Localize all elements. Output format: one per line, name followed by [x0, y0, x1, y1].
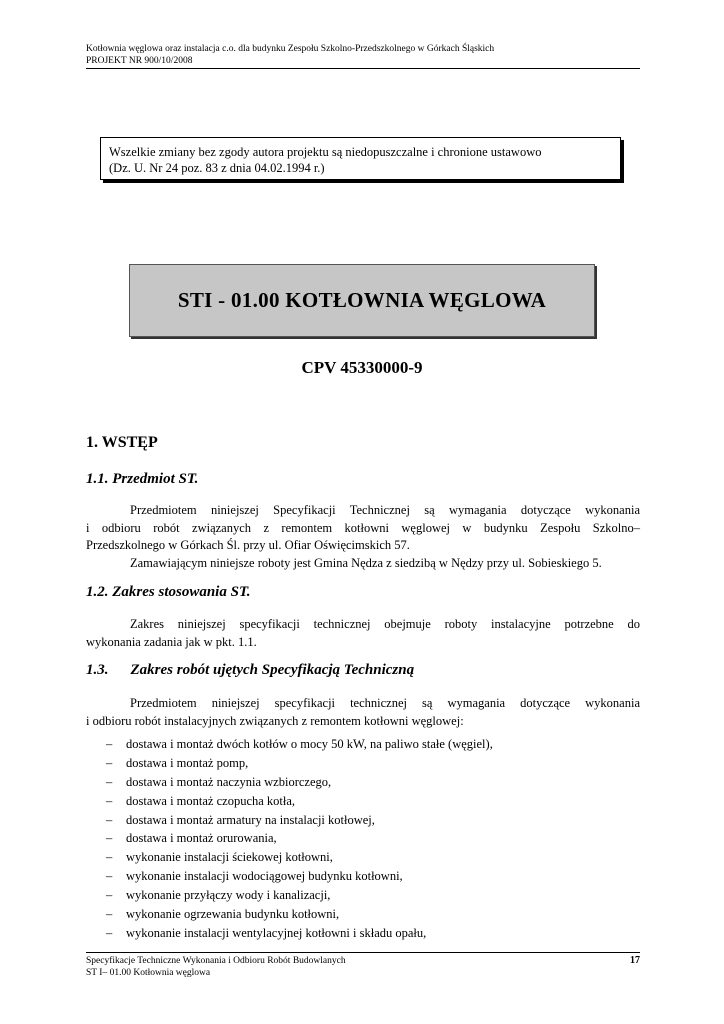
- list-item: – wykonanie przyłączy wody i kanalizacji,: [106, 886, 640, 905]
- dash-bullet: –: [106, 907, 113, 922]
- section-1-3-paragraph: [86, 695, 640, 730]
- section-1-2-paragraph: [86, 616, 640, 651]
- section-1-2-heading: 1.2. Zakres stosowania ST.: [86, 584, 251, 600]
- dash-bullet: –: [106, 755, 113, 770]
- para-line: Przedszkolnego w Górkach Śl. przy ul. Ofiar Oświęcimskich 57.: [86, 538, 410, 552]
- document-title-box: [129, 264, 595, 337]
- scope-list: [106, 735, 640, 943]
- cpv-code: CPV 45330000-9: [301, 358, 423, 377]
- para-line: wykonania zadania jak w pkt. 1.1.: [86, 634, 257, 649]
- list-item: – dostawa i montaż czopucha kotła,: [106, 792, 640, 811]
- para-line: Zakres niniejszej specyfikacji technicznej obejmuje roboty instalacyjne potrzebne do: [130, 617, 640, 631]
- notice-line-1: Wszelkie zmiany bez zgody autora projektu są niedopuszczalne i chronione ustawowo: [109, 145, 542, 159]
- list-item: – wykonanie instalacji ściekowej kotłowni,: [106, 848, 640, 867]
- dash-bullet: –: [106, 793, 113, 808]
- page-footer: [86, 955, 640, 979]
- footer-line-2: ST I– 01.00 Kotłownia węglowa: [86, 968, 211, 978]
- header-project-title: Kotłownia węglowa oraz instalacja c.o. dla budynku Zespołu Szkolno-Przedszkolnego w Górkach Śląskich: [86, 44, 495, 54]
- dash-bullet: –: [106, 812, 113, 827]
- dash-bullet: –: [106, 925, 113, 940]
- list-item: – dostawa i montaż pomp,: [106, 754, 640, 773]
- para-line: i odbioru robót instalacyjnych związanych z remontem kotłowni węglowej:: [86, 713, 464, 728]
- list-item: – dostawa i montaż dwóch kotłów o mocy 50 kW, na paliwo stałe (węgiel),: [106, 735, 640, 754]
- document-title: STI - 01.00 KOTŁOWNIA WĘGLOWA: [177, 288, 547, 312]
- list-item: – wykonanie instalacji wodociągowej budynku kotłowni,: [106, 867, 640, 886]
- para-line: Zamawiającym niniejsze roboty jest Gmina Nędza z siedzibą w Nędzy przy ul. Sobieskiego 5.: [130, 555, 602, 570]
- page-number: 17: [630, 955, 640, 966]
- dash-bullet: –: [106, 737, 113, 751]
- list-item: – wykonanie instalacji wentylacyjnej kotłowni i składu opału,: [106, 924, 640, 943]
- list-item: – dostawa i montaż orurowania,: [106, 829, 640, 848]
- section-1-heading: 1. WSTĘP: [86, 434, 158, 451]
- page-header: [86, 43, 640, 67]
- section-1-3-number: 1.3.: [86, 662, 109, 678]
- para-line: i odbioru robót związanych z remontem kotłowni węglowej w budynku Zespołu Szkolno–: [86, 520, 640, 535]
- header-divider: [86, 68, 640, 69]
- notice-line-2: (Dz. U. Nr 24 poz. 83 z dnia 04.02.1994 r.): [109, 161, 325, 175]
- dash-bullet: –: [106, 888, 113, 903]
- footer-line-1: Specyfikacje Techniczne Wykonania i Odbioru Robót Budowlanych: [86, 956, 346, 966]
- footer-divider: [86, 952, 640, 953]
- section-1-1-paragraph: [86, 502, 640, 572]
- dash-bullet: –: [106, 831, 113, 846]
- dash-bullet: –: [106, 774, 113, 789]
- dash-bullet: –: [106, 869, 113, 884]
- header-project-number: PROJEKT NR 900/10/2008: [86, 56, 193, 66]
- section-1-3-title: Zakres robót ujętych Specyfikacją Techniczną: [130, 662, 415, 678]
- para-line: Przedmiotem niniejszej Specyfikacji Technicznej są wymagania dotyczące wykonania: [130, 503, 640, 517]
- copyright-notice-box: [100, 137, 621, 180]
- dash-bullet: –: [106, 850, 113, 865]
- section-1-3-heading: [86, 662, 414, 679]
- section-1-1-heading: 1.1. Przedmiot ST.: [86, 471, 199, 487]
- list-item: – wykonanie ogrzewania budynku kotłowni,: [106, 905, 640, 924]
- para-line: Przedmiotem niniejszej specyfikacji technicznej są wymagania dotyczące wykonania: [130, 696, 640, 710]
- list-item: – dostawa i montaż naczynia wzbiorczego,: [106, 773, 640, 792]
- list-item: – dostawa i montaż armatury na instalacji kotłowej,: [106, 811, 640, 830]
